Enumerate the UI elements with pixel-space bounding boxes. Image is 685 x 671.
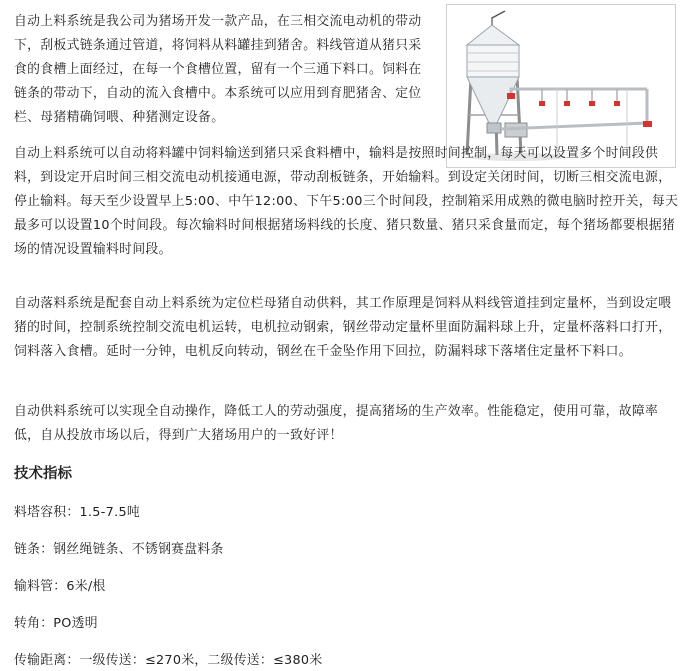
spec-corner: 转角：PO透明 [14,616,98,631]
tech-specs-heading: 技术指标 [14,466,72,482]
intro-paragraph: 自动上料系统是我公司为猪场开发一款产品，在三相交流电动机的带动下，刮板式链条通过管道，将饲料从料罐挂到猪舍。料线管道从猪只采食的食槽上面经过，在每一个食槽位置，留有一个三通下料口。饲料在链条的带动下，自动的流入食槽中。本系统可以应用到育肥猪舍、定位栏、母猪精确饲喂、种猪测定设备。 [14,14,422,125]
spec-silo-capacity: 料塔容积：1.5-7.5吨 [14,505,141,520]
summary-paragraph: 自动供料系统可以实现全自动操作，降低工人的劳动强度，提高猪场的生产效率。性能稳定，使用可靠，故障率低，自从投放市场以后，得到广大猪场用户的一致好评！ [14,404,659,443]
auto-feeding-paragraph: 自动上料系统可以自动将料罐中饲料输送到猪只采食料槽中，输料是按照时间控制，每天可以设置多个时间段供料，到设定开启时间三相交流电动机接通电源，带动刮板链条，开始输料。到设定关闭时间，切断三相交流电源，停止输料。每天至少设置早上5:00、中午12:00、下午5:00三个时间段，控制箱采用成熟的微电脑时控开关，每天最多可以设置10个时间段。每次输料时间根据猪场料线的长度、猪只数量、猪只采食量而定，每个猪场都要根据猪场的情况设置输料时间段。 [14,146,679,257]
auto-dropping-paragraph: 自动落料系统是配套自动上料系统为定位栏母猪自动供料，其工作原理是饲料从料线管道挂到定量杯，当到设定喂猪的时间，控制系统控制交流电机运转，电机拉动钢索，钢丝带动定量杯里面防漏料球上升，定量杯落料口打开，饲料落入食槽。延时一分钟，电机反向转动，钢丝在千金坠作用下回拉，防漏料球下落堵住定量杯下料口。 [14,296,672,359]
spec-transfer-distance: 传输距离：一级传送：≤270米，二级传送：≤380米 [14,653,323,668]
spec-chain: 链条：钢丝绳链条、不锈钢赛盘料条 [14,542,224,557]
spec-feed-pipe: 输料管：6米/根 [14,579,106,594]
